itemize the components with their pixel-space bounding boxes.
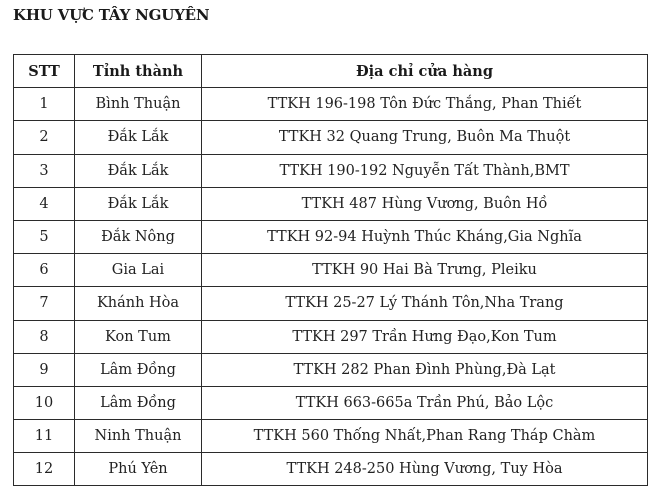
store-table — [13, 54, 648, 486]
cell-address: TTKH 248-250 Hùng Vương, Tuy Hòa — [202, 453, 648, 486]
cell-province: Gia Lai — [75, 254, 202, 287]
table-row — [14, 121, 648, 154]
cell-address: TTKH 92-94 Huỳnh Thúc Kháng,Gia Nghĩa — [202, 220, 648, 253]
cell-address: TTKH 297 Trần Hưng Đạo,Kon Tum — [202, 320, 648, 353]
cell-address: TTKH 663-665a Trần Phú, Bảo Lộc — [202, 386, 648, 419]
cell-address: TTKH 25-27 Lý Thánh Tôn,Nha Trang — [202, 287, 648, 320]
cell-stt: 6 — [14, 254, 75, 287]
table-row — [14, 287, 648, 320]
cell-address: TTKH 190-192 Nguyễn Tất Thành,BMT — [202, 154, 648, 187]
page-title: KHU VỰC TÂY NGUYÊN — [13, 6, 210, 24]
table-row — [14, 353, 648, 386]
table-row — [14, 154, 648, 187]
cell-province: Khánh Hòa — [75, 287, 202, 320]
cell-stt: 12 — [14, 453, 75, 486]
table-body — [14, 88, 648, 486]
table-row — [14, 88, 648, 121]
cell-address: TTKH 487 Hùng Vương, Buôn Hồ — [202, 187, 648, 220]
cell-province: Đắk Lắk — [75, 121, 202, 154]
cell-province: Đắk Lắk — [75, 154, 202, 187]
cell-province: Bình Thuận — [75, 88, 202, 121]
cell-province: Lâm Đồng — [75, 353, 202, 386]
table-header-row — [14, 55, 648, 88]
cell-stt: 7 — [14, 287, 75, 320]
table-row — [14, 453, 648, 486]
cell-stt: 5 — [14, 220, 75, 253]
cell-address: TTKH 90 Hai Bà Trưng, Pleiku — [202, 254, 648, 287]
column-header-address: Địa chỉ cửa hàng — [202, 55, 648, 88]
column-header-stt: STT — [14, 55, 75, 88]
cell-province: Đắk Lắk — [75, 187, 202, 220]
cell-stt: 2 — [14, 121, 75, 154]
table-row — [14, 386, 648, 419]
cell-stt: 10 — [14, 386, 75, 419]
table-row — [14, 420, 648, 453]
cell-address: TTKH 32 Quang Trung, Buôn Ma Thuột — [202, 121, 648, 154]
column-header-province: Tỉnh thành — [75, 55, 202, 88]
cell-province: Kon Tum — [75, 320, 202, 353]
cell-province: Đắk Nông — [75, 220, 202, 253]
cell-stt: 8 — [14, 320, 75, 353]
table-row — [14, 254, 648, 287]
cell-stt: 4 — [14, 187, 75, 220]
table-row — [14, 320, 648, 353]
cell-province: Phú Yên — [75, 453, 202, 486]
cell-province: Lâm Đồng — [75, 386, 202, 419]
table-row — [14, 187, 648, 220]
cell-address: TTKH 196-198 Tôn Đức Thắng, Phan Thiết — [202, 88, 648, 121]
table-row — [14, 220, 648, 253]
cell-address: TTKH 560 Thống Nhất,Phan Rang Tháp Chàm — [202, 420, 648, 453]
cell-stt: 11 — [14, 420, 75, 453]
cell-address: TTKH 282 Phan Đình Phùng,Đà Lạt — [202, 353, 648, 386]
cell-stt: 1 — [14, 88, 75, 121]
cell-province: Ninh Thuận — [75, 420, 202, 453]
cell-stt: 9 — [14, 353, 75, 386]
cell-stt: 3 — [14, 154, 75, 187]
